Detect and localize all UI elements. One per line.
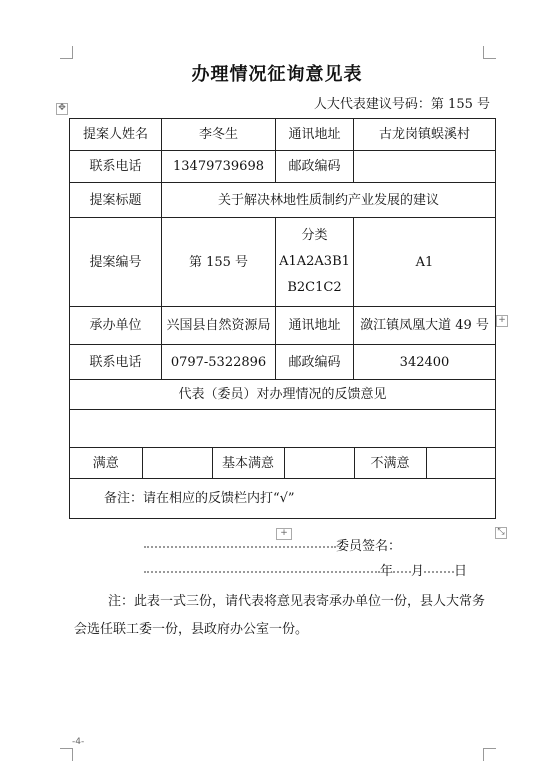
handling-unit-value[interactable]: 兴国县自然资源局	[162, 307, 276, 345]
table-row	[70, 479, 496, 519]
table-row	[70, 345, 496, 380]
date-line	[144, 560, 467, 579]
day-label: 日	[454, 564, 468, 579]
unit-phone-value[interactable]: 0797-5322896	[162, 345, 276, 380]
table-row	[70, 151, 496, 183]
inquiry-form-table	[69, 118, 496, 519]
table-resize-handle[interactable]: ⤡	[495, 527, 507, 539]
address-value[interactable]: 古龙岗镇蜈溪村	[354, 119, 496, 151]
suggestion-number: 人大代表建议号码：第 155 号	[313, 97, 490, 112]
table-row	[70, 410, 496, 448]
postcode-label: 邮政编码	[276, 151, 354, 183]
category-label-line2: A1A2A3B1	[279, 254, 350, 269]
phone-label: 联系电话	[70, 151, 162, 183]
signature-field[interactable]	[144, 546, 336, 548]
add-row-handle[interactable]: +	[276, 528, 292, 540]
postcode-value[interactable]	[354, 151, 496, 183]
table-row	[70, 183, 496, 218]
unit-postcode-value[interactable]: 342400	[354, 345, 496, 380]
month-field[interactable]	[393, 571, 411, 573]
address-label: 通讯地址	[276, 119, 354, 151]
category-label-line3: B2C1C2	[287, 280, 342, 295]
proposer-name-label: 提案人姓名	[70, 119, 162, 151]
category-label	[276, 218, 354, 307]
satisfied-label: 满意	[70, 448, 142, 478]
unsatisfied-checkbox[interactable]	[426, 448, 496, 478]
table-row	[70, 380, 496, 410]
remark: 备注：请在相应的反馈栏内打“√”	[70, 479, 496, 519]
add-column-handle[interactable]: +	[496, 315, 508, 327]
category-value[interactable]: A1	[354, 218, 496, 307]
table-row	[70, 448, 496, 479]
year-field[interactable]	[144, 571, 380, 573]
category-label-line1: 分类	[301, 228, 328, 243]
proposer-name-value[interactable]: 李冬生	[162, 119, 276, 151]
document-title: 办理情况征询意见表	[191, 64, 363, 85]
satisfied-checkbox[interactable]	[142, 448, 212, 478]
satisfaction-table	[70, 448, 496, 478]
handling-unit-label: 承办单位	[70, 307, 162, 345]
proposal-number-value[interactable]: 第 155 号	[162, 218, 276, 307]
proposal-title-label: 提案标题	[70, 183, 162, 218]
page-number: -4-	[72, 737, 85, 747]
feedback-heading: 代表（委员）对办理情况的反馈意见	[70, 380, 496, 410]
table-row	[70, 218, 496, 307]
unit-address-label: 通讯地址	[276, 307, 354, 345]
signature-line	[144, 535, 401, 554]
crop-mark-bottom-left	[60, 748, 73, 761]
table-row	[70, 307, 496, 345]
crop-mark-top-left	[60, 46, 73, 59]
month-label: 月	[411, 564, 425, 579]
table-row	[70, 119, 496, 151]
proposal-number-label: 提案编号	[70, 218, 162, 307]
unit-postcode-label: 邮政编码	[276, 345, 354, 380]
basic-satisfied-checkbox[interactable]	[284, 448, 354, 478]
crop-mark-top-right	[483, 46, 496, 59]
crop-mark-bottom-right	[483, 748, 496, 761]
satisfaction-cell	[70, 448, 496, 479]
day-field[interactable]	[424, 571, 454, 573]
signature-label: 委员签名：	[336, 539, 402, 554]
year-label: 年	[380, 564, 394, 579]
feedback-input[interactable]	[70, 410, 496, 448]
table-move-handle[interactable]: ✥	[56, 103, 68, 115]
phone-value[interactable]: 13479739698	[162, 151, 276, 183]
unsatisfied-label: 不满意	[354, 448, 426, 478]
unit-phone-label: 联系电话	[70, 345, 162, 380]
unit-address-value[interactable]: 潋江镇凤凰大道 49 号	[354, 307, 496, 345]
basic-satisfied-label: 基本满意	[212, 448, 284, 478]
proposal-title-value[interactable]: 关于解决林地性质制约产业发展的建议	[162, 183, 496, 218]
footnote: 注：此表一式三份，请代表将意见表寄承办单位一份，县人大常务会选任联工委一份，县政府办公室一份。	[74, 594, 486, 637]
